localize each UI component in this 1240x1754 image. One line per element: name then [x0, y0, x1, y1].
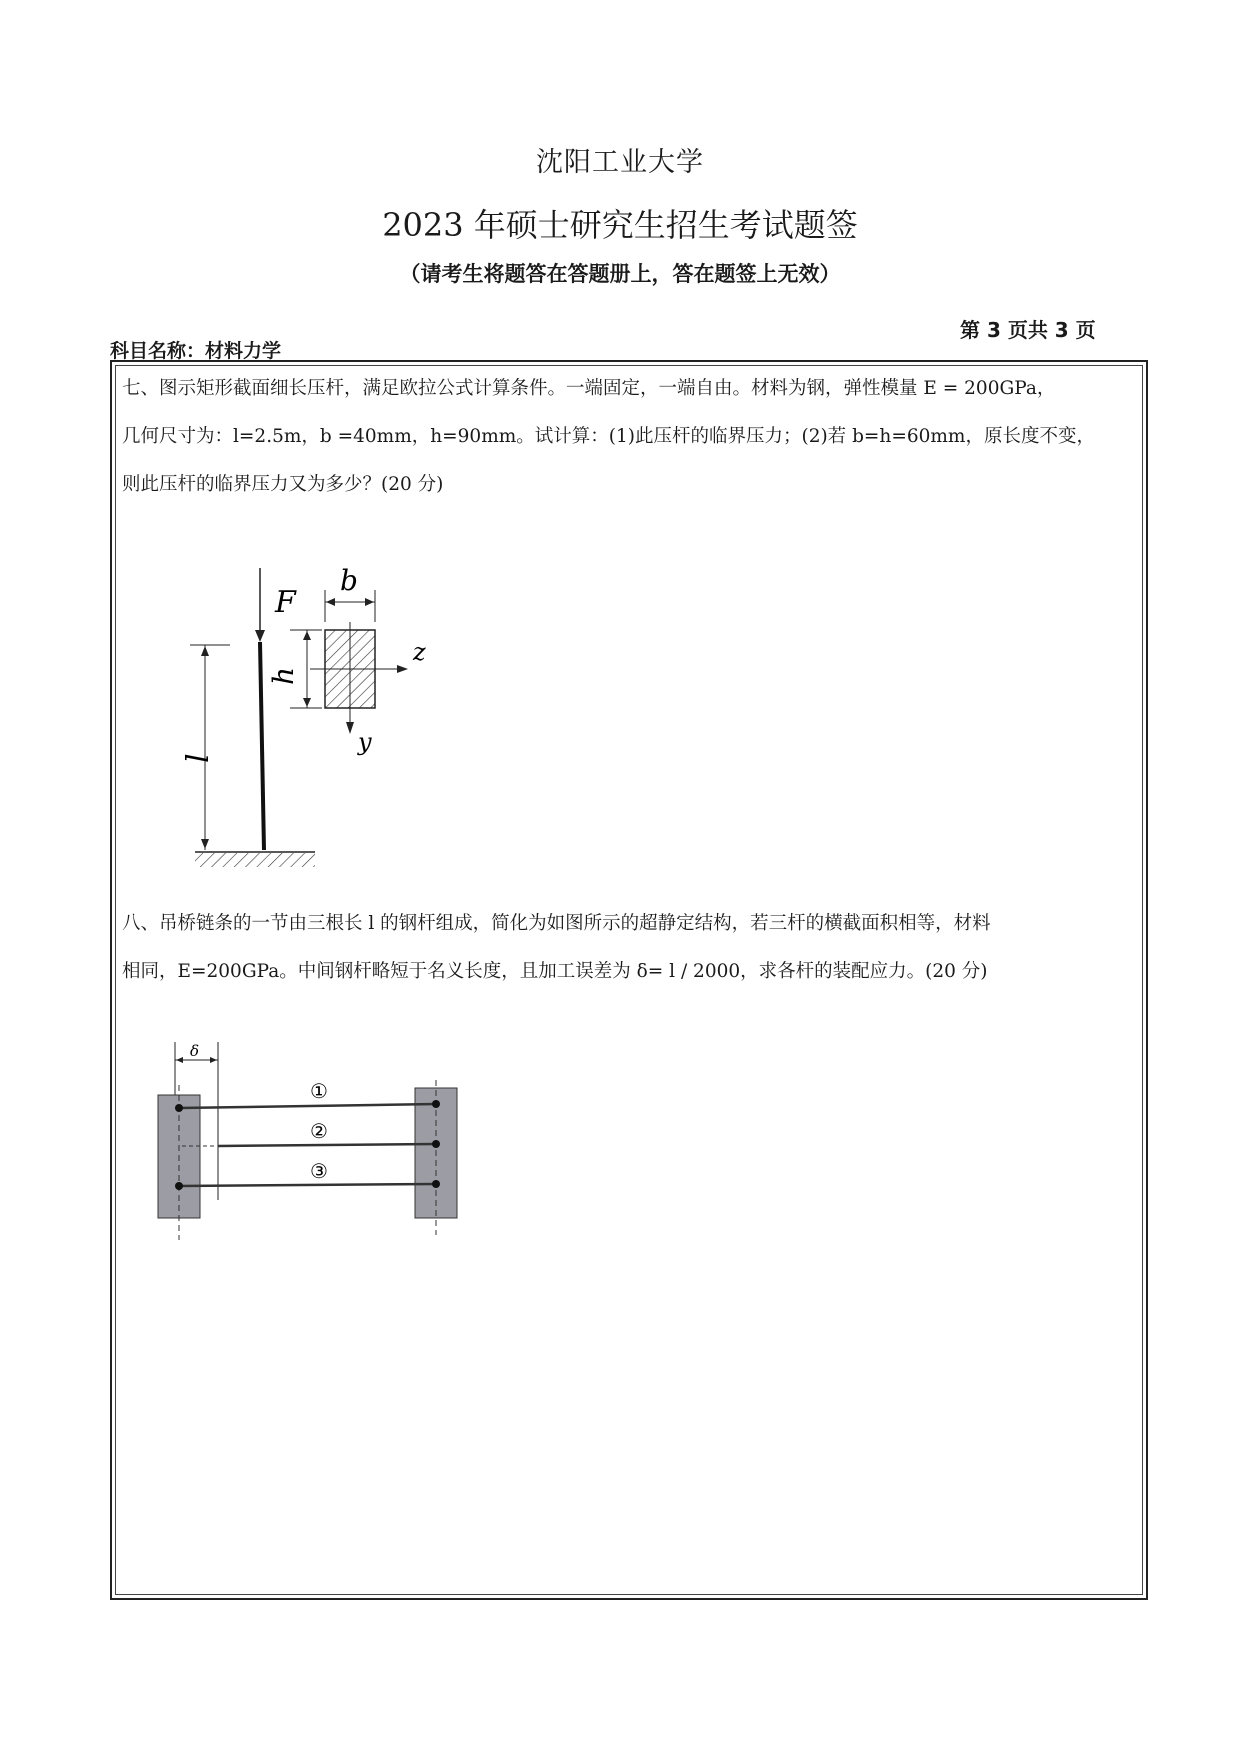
exam-notice: （请考生将题答在答题册上，答在题签上无效）: [399, 262, 841, 286]
pin: [175, 1104, 183, 1112]
pin: [432, 1180, 440, 1188]
pin: [175, 1182, 183, 1190]
question-7-line-2: 几何尺寸为：l=2.5m，b =40mm，h=90mm。试计算：(1)此压杆的临界压力；(2)若 b=h=60mm，原长度不变，: [122, 426, 1095, 447]
height-label: h: [267, 666, 300, 685]
z-axis-label: z: [413, 638, 426, 666]
pin: [432, 1100, 440, 1108]
cross-section: [310, 622, 408, 734]
y-axis-label: y: [358, 728, 372, 756]
chain-link-figure: [150, 1030, 470, 1255]
university-name: 沈阳工业大学: [536, 147, 704, 178]
question-7: [122, 365, 1137, 509]
rod-3-label: ③: [310, 1159, 328, 1183]
width-label: b: [340, 564, 358, 597]
question-8: [122, 900, 1137, 996]
rod-2: [218, 1144, 436, 1146]
pin: [432, 1140, 440, 1148]
force-label: F: [275, 585, 296, 620]
page-number: 第 3 页共 3 页: [960, 318, 1096, 342]
column-bar: [260, 642, 264, 850]
question-8-line-1: 八、吊桥链条的一节由三根长 l 的钢杆组成，简化为如图所示的超静定结构，若三杆的横截面积相等，材料: [122, 913, 991, 934]
question-7-line-3: 则此压杆的临界压力又为多少？(20 分): [122, 474, 444, 495]
rod-1-label: ①: [310, 1079, 328, 1103]
subject-name: 科目名称：材料力学: [110, 340, 282, 362]
length-label: l: [181, 753, 216, 763]
delta-label: δ: [190, 1042, 200, 1060]
exam-title: 2023 年硕士研究生招生考试题签: [382, 206, 858, 244]
rod-2-label: ②: [310, 1119, 328, 1143]
question-7-line-1: 七、图示矩形截面细长压杆，满足欧拉公式计算条件。一端固定，一端自由。材料为钢，弹性模量 E = 200GPa，: [122, 378, 1056, 399]
fixed-support: [195, 852, 315, 867]
column-figure: [181, 560, 490, 880]
length-dimension: [190, 645, 230, 850]
question-8-line-2: 相同，E=200GPa。中间钢杆略短于名义长度，且加工误差为 δ= l / 2000，求各杆的装配应力。(20 分): [122, 961, 988, 982]
force-arrow: [255, 568, 265, 642]
